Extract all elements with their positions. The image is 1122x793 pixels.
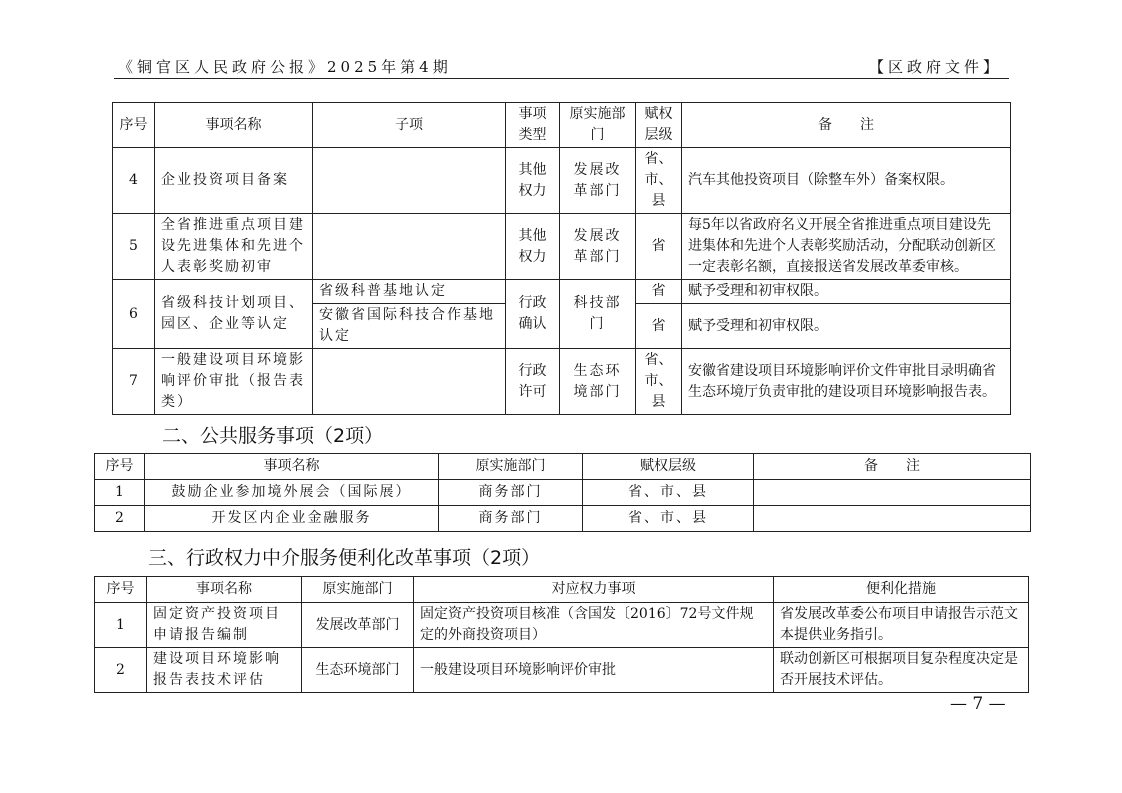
table-header-row bbox=[113, 103, 1011, 148]
row-sub bbox=[313, 148, 506, 214]
row-power: 固定资产投资项目核准（含国发〔2016〕72号文件规定的外商投资项目） bbox=[414, 603, 774, 648]
row-seq: 7 bbox=[113, 349, 155, 415]
row-dept: 科技部门 bbox=[560, 280, 636, 349]
row-level: 省 bbox=[636, 214, 682, 280]
row-name: 省级科技计划项目、园区、企业等认定 bbox=[155, 280, 313, 349]
row-type: 其他权力 bbox=[506, 214, 560, 280]
row-seq: 5 bbox=[113, 214, 155, 280]
row-sub: 安徽省国际科技合作基地认定 bbox=[313, 304, 506, 349]
administrative-power-table bbox=[112, 102, 1011, 415]
col-header-dept: 原实施部门 bbox=[439, 454, 583, 480]
col-header-dept: 原实施部门 bbox=[560, 103, 636, 148]
row-dept: 发展改革部门 bbox=[560, 148, 636, 214]
table-row bbox=[113, 148, 1011, 214]
row-sub: 省级科普基地认定 bbox=[313, 280, 506, 304]
row-type: 行政许可 bbox=[506, 349, 560, 415]
row-seq: 4 bbox=[113, 148, 155, 214]
table-header-row bbox=[95, 454, 1031, 480]
col-header-measure: 便利化措施 bbox=[774, 577, 1029, 603]
row-dept: 商务部门 bbox=[439, 506, 583, 532]
row-seq: 1 bbox=[95, 603, 147, 648]
row-level: 省 bbox=[636, 304, 682, 349]
row-level: 省、市、县 bbox=[636, 349, 682, 415]
col-header-name: 事项名称 bbox=[145, 454, 439, 480]
table-header-row bbox=[95, 577, 1029, 603]
row-remark: 汽车其他投资项目（除整车外）备案权限。 bbox=[682, 148, 1011, 214]
section-title-public-services: 二、公共服务事项（2项） bbox=[162, 425, 384, 447]
row-name: 开发区内企业金融服务 bbox=[145, 506, 439, 532]
section-title-intermediary-reform: 三、行政权力中介服务便利化改革事项（2项） bbox=[148, 547, 541, 569]
table-row bbox=[95, 506, 1031, 532]
row-level: 省、市、县 bbox=[583, 480, 754, 506]
row-dept: 生态环境部门 bbox=[302, 648, 414, 693]
col-header-sub: 子项 bbox=[313, 103, 506, 148]
row-type: 行政确认 bbox=[506, 280, 560, 349]
row-measure: 联动创新区可根据项目复杂程度决定是否开展技术评估。 bbox=[774, 648, 1029, 693]
col-header-seq: 序号 bbox=[113, 103, 155, 148]
col-header-dept: 原实施部门 bbox=[302, 577, 414, 603]
row-name: 全省推进重点项目建设先进集体和先进个人表彰奖励初审 bbox=[155, 214, 313, 280]
row-remark: 安徽省建设项目环境影响评价文件审批目录明确省生态环境厅负责审批的建设项目环境影响报告表。 bbox=[682, 349, 1011, 415]
table-row bbox=[95, 648, 1029, 693]
row-dept: 发展改革部门 bbox=[302, 603, 414, 648]
row-name: 鼓励企业参加境外展会（国际展） bbox=[145, 480, 439, 506]
row-seq: 6 bbox=[113, 280, 155, 349]
row-level: 省 bbox=[636, 280, 682, 304]
row-seq: 2 bbox=[95, 648, 147, 693]
row-remark: 赋予受理和初审权限。 bbox=[682, 304, 1011, 349]
row-level: 省、市、县 bbox=[583, 506, 754, 532]
col-header-power: 对应权力事项 bbox=[414, 577, 774, 603]
col-header-name: 事项名称 bbox=[147, 577, 302, 603]
row-name: 一般建设项目环境影响评价审批（报告表类） bbox=[155, 349, 313, 415]
row-name: 固定资产投资项目申请报告编制 bbox=[147, 603, 302, 648]
row-name: 建设项目环境影响报告表技术评估 bbox=[147, 648, 302, 693]
table-row bbox=[95, 603, 1029, 648]
header-section: 【区政府文件】 bbox=[868, 58, 1002, 76]
col-header-seq: 序号 bbox=[95, 454, 145, 480]
header-rule bbox=[114, 78, 1009, 79]
col-header-seq: 序号 bbox=[95, 577, 147, 603]
row-type: 其他权力 bbox=[506, 148, 560, 214]
public-service-table bbox=[94, 453, 1031, 532]
row-seq: 2 bbox=[95, 506, 145, 532]
row-name: 企业投资项目备案 bbox=[155, 148, 313, 214]
row-remark bbox=[754, 506, 1031, 532]
page-number: — 7 — bbox=[950, 694, 1006, 714]
col-header-level: 赋权层级 bbox=[583, 454, 754, 480]
header-title: 《铜官区人民政府公报》2025年第4期 bbox=[118, 58, 452, 76]
row-dept: 生态环境部门 bbox=[560, 349, 636, 415]
row-remark bbox=[754, 480, 1031, 506]
col-header-level: 赋权层级 bbox=[636, 103, 682, 148]
col-header-remark: 备 注 bbox=[682, 103, 1011, 148]
col-header-name: 事项名称 bbox=[155, 103, 313, 148]
col-header-remark: 备 注 bbox=[754, 454, 1031, 480]
row-sub bbox=[313, 214, 506, 280]
table-row bbox=[95, 480, 1031, 506]
row-remark: 每5年以省政府名义开展全省推进重点项目建设先进集体和先进个人表彰奖励活动，分配联动创新区一定表彰名额，直接报送省发展改革委审核。 bbox=[682, 214, 1011, 280]
table-row bbox=[113, 214, 1011, 280]
row-level: 省、市、县 bbox=[636, 148, 682, 214]
row-sub bbox=[313, 349, 506, 415]
table-row bbox=[113, 349, 1011, 415]
row-power: 一般建设项目环境影响评价审批 bbox=[414, 648, 774, 693]
intermediary-service-table bbox=[94, 576, 1029, 693]
row-dept: 商务部门 bbox=[439, 480, 583, 506]
row-measure: 省发展改革委公布项目申请报告示范文本提供业务指引。 bbox=[774, 603, 1029, 648]
col-header-type: 事项类型 bbox=[506, 103, 560, 148]
row-remark: 赋予受理和初审权限。 bbox=[682, 280, 1011, 304]
row-dept: 发展改革部门 bbox=[560, 214, 636, 280]
row-seq: 1 bbox=[95, 480, 145, 506]
table-row bbox=[113, 280, 1011, 304]
